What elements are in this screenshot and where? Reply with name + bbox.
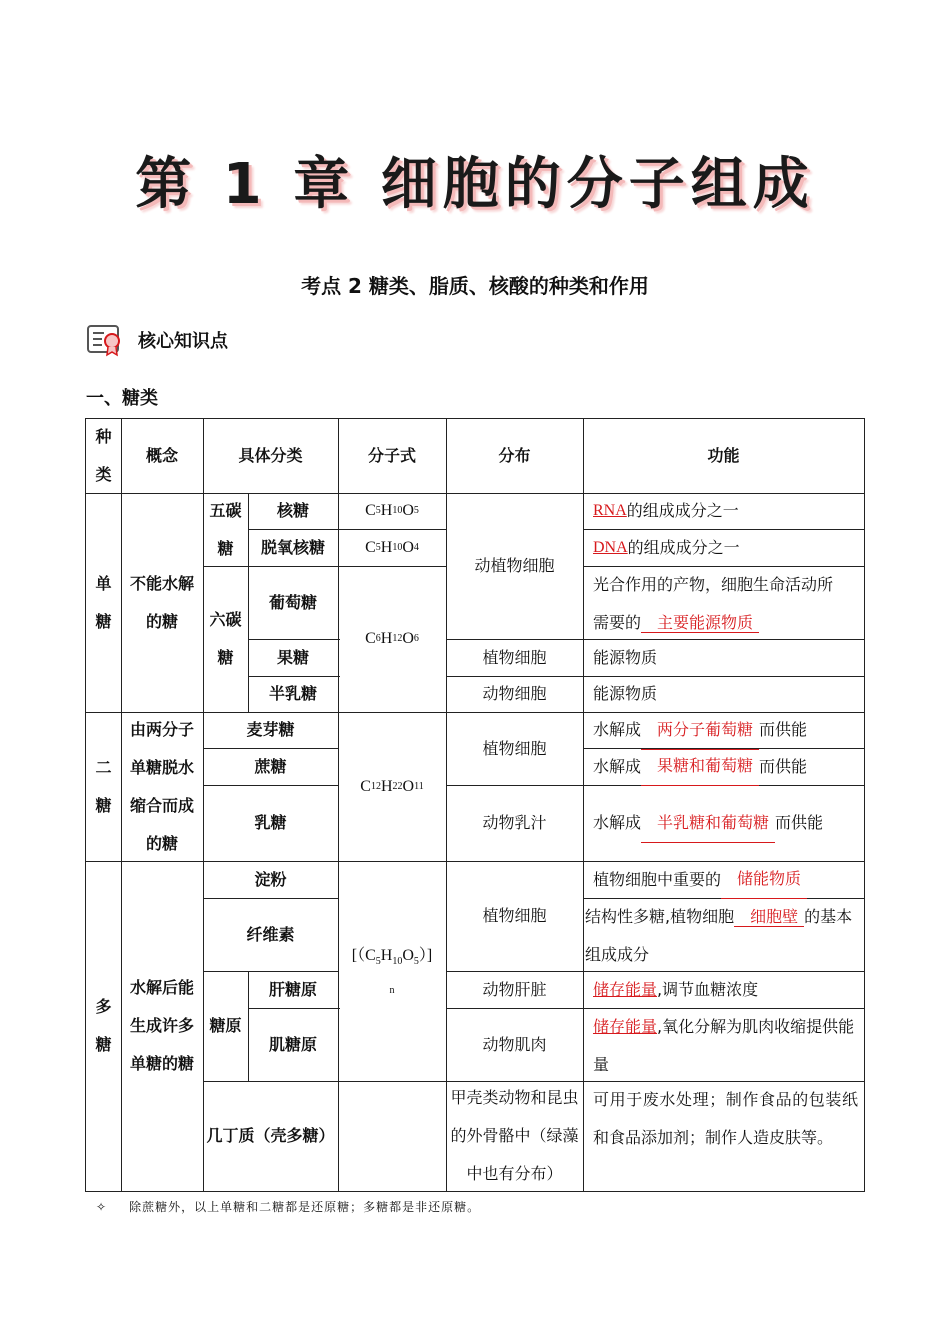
fn-cellulose-key: 细胞壁: [734, 907, 804, 927]
fn-muscle: [583, 1008, 864, 1081]
poly-starch: 淀粉: [254, 869, 287, 889]
poly-glycogen: 糖原: [209, 1016, 242, 1035]
fn-cellulose-text: 结构性多糖,植物细胞: [585, 907, 735, 926]
sugar-table: [85, 418, 865, 1192]
formula-part: C: [360, 777, 371, 795]
dist-chitin: 甲壳类动物和昆虫的外骨骼中（绿藻中也有分布）: [450, 1088, 579, 1183]
formula-disaccharide: [338, 712, 446, 861]
fn-ribose-text: 的组成成分之一: [626, 501, 739, 520]
formula-part: O: [402, 502, 414, 519]
formula-sub: 10: [392, 505, 403, 516]
formula-part: C: [365, 538, 376, 556]
fn-deoxyribose-text: 的组成成分之一: [627, 537, 740, 557]
formula-part: O: [402, 538, 414, 556]
formula-sub: 4: [413, 541, 419, 553]
formula-part: H: [380, 630, 393, 647]
header-formula: 分子式: [367, 446, 416, 465]
fn-deoxyribose-key: DNA: [593, 538, 628, 556]
note-text: 除蔗糖外，以上单糖和二糖都是还原糖；多糖都是非还原糖。: [129, 1200, 481, 1214]
di-concept: 由两分子单糖脱水缩合而成的糖: [129, 719, 194, 853]
dist-poly-plant: 植物细胞: [482, 906, 547, 925]
dist-muscle: 动物肌肉: [482, 1034, 547, 1054]
formula-part: C: [365, 630, 376, 647]
fn-starch: [583, 861, 864, 898]
footnote: [96, 1198, 480, 1215]
fn-prefix: 水解成: [593, 720, 642, 739]
formula-part: H: [380, 947, 393, 964]
fn-ribose: [583, 493, 864, 529]
formula-sub: 5: [375, 956, 381, 968]
mono-concept: 不能水解的糖: [129, 573, 194, 631]
di-lactose: 乳糖: [254, 813, 287, 832]
formula-part: H: [380, 502, 393, 519]
di-maltose: 麦芽糖: [246, 720, 295, 739]
fn-suffix: 而供能: [775, 813, 824, 832]
formula-part: ）]: [418, 947, 433, 964]
fn-prefix: 水解成: [593, 813, 642, 832]
mono-fructose: 果糖: [276, 647, 309, 667]
section-title: 考点 2 糖类、脂质、核酸的种类和作用: [301, 274, 649, 298]
fn-sucrose-key: 果糖和葡萄糖: [641, 747, 759, 786]
formula-sub: 5: [375, 541, 381, 553]
formula-sub: 10: [392, 541, 403, 553]
header-subtype: 具体分类: [238, 446, 303, 465]
fn-glucose-line1: 光合作用的产物，细胞生命活动所: [593, 575, 834, 594]
formula-part: [（C: [351, 947, 376, 964]
fn-chitin: 可用于废水处理；制作食品的包装纸和食品添加剂；制作人造皮肤等。: [593, 1090, 858, 1147]
dist-galactose: 动物细胞: [482, 684, 547, 703]
fn-suffix: 而供能: [759, 720, 808, 739]
formula-polysaccharide: [338, 861, 446, 1081]
fn-deoxyribose: [583, 529, 864, 566]
fn-liver-key: 储存能量: [593, 979, 658, 999]
fn-prefix: 水解成: [593, 756, 642, 776]
fn-starch-key: 储能物质: [721, 860, 807, 899]
formula-sub: 22: [392, 780, 403, 792]
fn-starch-text: 植物细胞中重要的: [593, 869, 722, 889]
formula-subscript-n: n: [389, 985, 395, 997]
poly-kind: 多糖: [95, 997, 112, 1054]
fn-maltose: [583, 712, 864, 748]
fn-ribose-key: RNA: [593, 502, 627, 519]
mono-five-carbon: 五碳糖: [209, 500, 242, 558]
formula-sub: 6: [413, 633, 419, 644]
formula-part: H: [380, 777, 393, 795]
mono-glucose: 葡萄糖: [268, 592, 317, 612]
poly-liver-glycogen: 肝糖原: [268, 979, 317, 999]
fn-liver: [583, 971, 864, 1008]
fn-glucose-text: 需要的: [593, 613, 642, 632]
fn-glucose-key: 主要能源物质: [641, 613, 759, 633]
dist-liver: 动物肝脏: [482, 979, 547, 999]
header-function: 功能: [707, 446, 740, 465]
fn-suffix: 而供能: [759, 756, 808, 776]
formula-sub: 12: [392, 633, 403, 644]
mono-kind: 单糖: [95, 573, 112, 631]
mono-ribose: 核糖: [276, 501, 309, 520]
poly-concept: 水解后能生成许多单糖的糖: [129, 978, 194, 1073]
knowledge-certificate-icon: [86, 323, 126, 357]
poly-chitin: 几丁质（壳多糖）: [206, 1126, 335, 1145]
fn-lactose: [583, 785, 864, 861]
di-kind: 二糖: [95, 757, 112, 815]
formula-part: H: [380, 538, 393, 556]
dist-di-milk: 动物乳汁: [482, 813, 547, 832]
formula-part: O: [402, 630, 414, 647]
core-knowledge-row: [86, 322, 228, 358]
chapter-title: 第 1 章 细胞的分子组成: [135, 152, 815, 217]
fn-liver-text: ,调节血糖浓度: [657, 979, 759, 999]
formula-part: O: [402, 777, 415, 795]
fn-sucrose: [583, 748, 864, 785]
formula-sub: 5: [375, 505, 381, 516]
formula-sub: 10: [392, 956, 403, 968]
mono-galactose: 半乳糖: [268, 684, 317, 703]
dist-animal-plant-cell: 动植物细胞: [474, 556, 555, 575]
mono-deoxyribose: 脱氧核糖: [260, 537, 325, 557]
dist-di-plant: 植物细胞: [482, 738, 547, 758]
fn-glucose: [583, 566, 864, 639]
formula-hexose: [338, 566, 446, 712]
fn-galactose: 能源物质: [593, 684, 658, 703]
fn-maltose-key: 两分子葡萄糖: [641, 711, 759, 750]
formula-sub: 5: [413, 505, 419, 516]
fn-cellulose: [583, 898, 864, 971]
formula-ribose: [338, 493, 446, 529]
formula-line: [338, 937, 446, 981]
note-bullet-icon: ✧: [96, 1200, 108, 1214]
di-sucrose: 蔗糖: [254, 756, 287, 776]
fn-cellulose-text2: 的基本组成成分: [585, 907, 853, 964]
formula-part: C: [365, 502, 376, 519]
header-concept: 概念: [145, 446, 178, 465]
fn-muscle-key: 储存能量: [593, 1017, 658, 1036]
fn-glucose-line2: [593, 604, 864, 642]
mono-six-carbon: 六碳糖: [209, 610, 242, 667]
poly-cellulose: 纤维素: [246, 924, 295, 944]
formula-sub: 5: [413, 956, 419, 968]
dist-fructose: 植物细胞: [482, 647, 547, 667]
core-knowledge-label: 核心知识点: [138, 331, 228, 352]
header-distribution: 分布: [498, 446, 531, 465]
header-kind: 种类: [95, 427, 112, 484]
fn-fructose: 能源物质: [593, 647, 658, 667]
fn-muscle-text: ,氧化分解为肌肉收缩提供能量: [593, 1017, 855, 1074]
formula-deoxyribose: [338, 529, 446, 566]
formula-sub: 6: [375, 633, 381, 644]
fn-lactose-key: 半乳糖和葡萄糖: [641, 804, 775, 843]
formula-part: O: [402, 947, 414, 964]
formula-sub: 12: [370, 780, 381, 792]
poly-muscle-glycogen: 肌糖原: [268, 1034, 317, 1054]
formula-sub: 11: [414, 780, 424, 792]
heading-sugars: 一、糖类: [86, 388, 158, 409]
